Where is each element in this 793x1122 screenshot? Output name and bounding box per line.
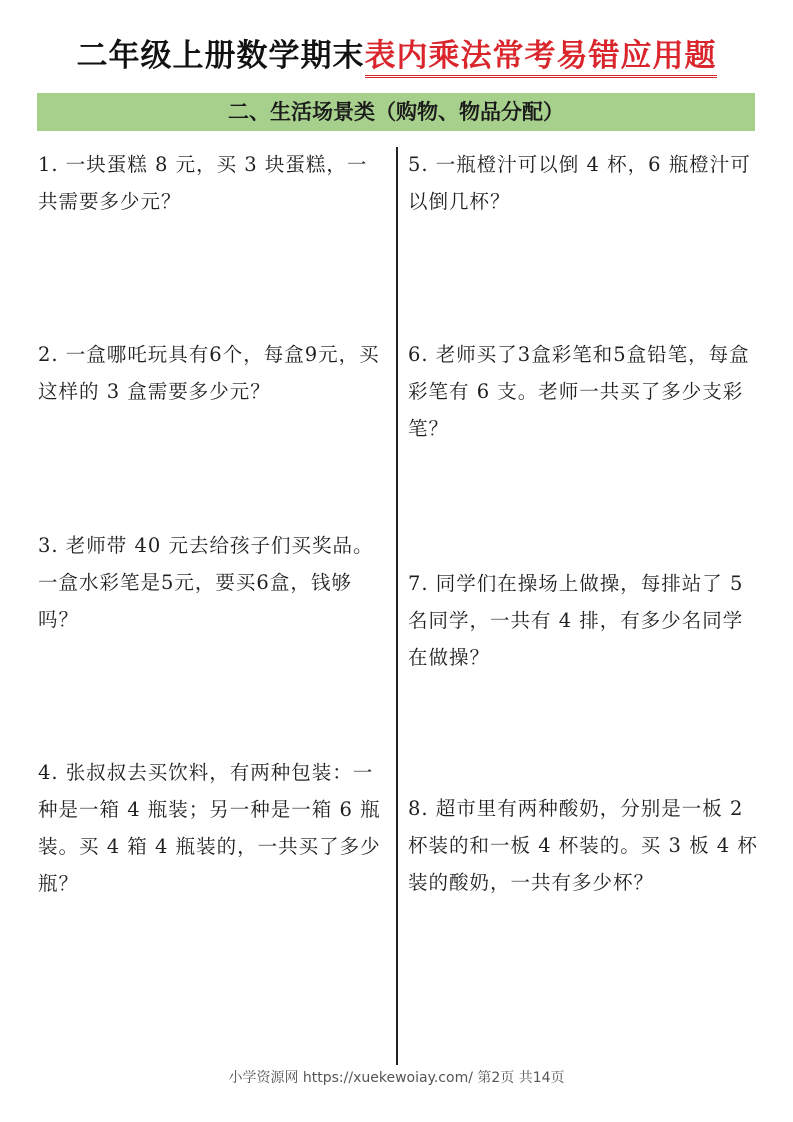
question-4: 4. 张叔叔去买饮料，有两种包装：一种是一箱 4 瓶装；另一种是一箱 6 瓶装。买 4 箱 4 瓶装的，一共买了多少瓶？ [38,761,381,895]
question-1: 1. 一块蛋糕 8 元，买 3 块蛋糕，一共需要多少元？ [38,153,368,213]
question-6: 6. 老师买了3盒彩笔和5盒铅笔，每盒彩笔有 6 支。老师一共买了多少支彩笔？ [408,343,750,440]
question-5: 5. 一瓶橙汁可以倒 4 杯，6 瓶橙汁可以倒几杯？ [408,153,751,213]
page-title-main: 二年级上册数学期末 [76,38,365,74]
section-banner [37,93,755,131]
question-8: 8. 超市里有两种酸奶，分别是一板 2 杯装的和一板 4 杯装的。买 3 板 4 杯装的酸奶，一共有多少杯？ [408,797,758,894]
section-title: 二、生活场景类（购物、物品分配） [228,100,564,124]
column-divider [396,147,398,1065]
page-title-highlight: 表内乘法常考易错应用题 [365,38,717,78]
question-7: 7. 同学们在操场上做操，每排站了 5 名同学，一共有 4 排，有多少名同学在做操？ [408,572,744,669]
question-3: 3. 老师带 40 元去给孩子们买奖品。一盒水彩笔是5元，要买6盒，钱够吗？ [38,534,374,631]
page-title [0,34,793,78]
question-2: 2. 一盒哪吒玩具有6个，每盒9元，买这样的 3 盒需要多少元？ [38,343,380,403]
page-footer: 小学资源网 https://xuekewoiay.com/ 第2页 共14页 [228,1070,565,1086]
